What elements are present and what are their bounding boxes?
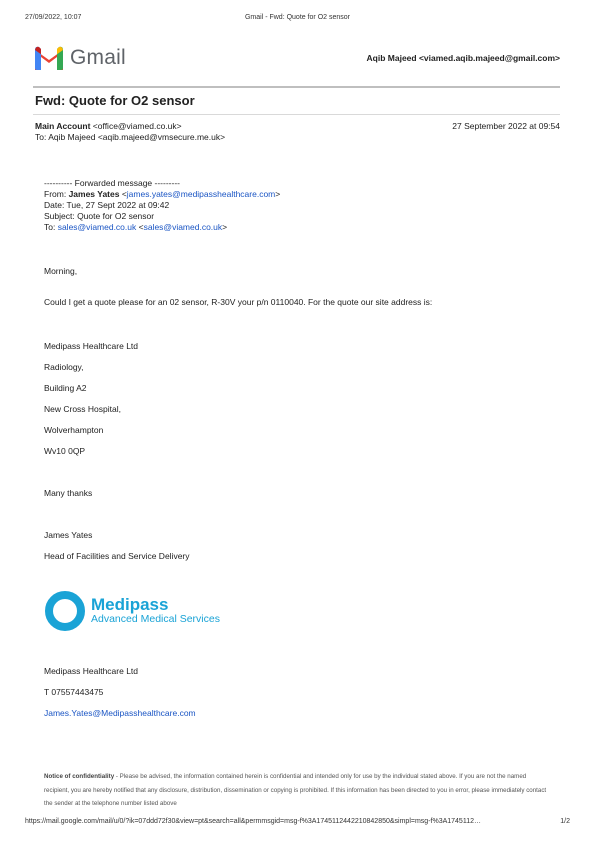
forward-date: Date: Tue, 27 Sept 2022 at 09:42 (44, 200, 170, 210)
signature-email-link[interactable]: James.Yates@Medipasshealthcare.com (44, 708, 196, 718)
sender-name: Main Account (35, 121, 91, 131)
sent-date: 27 September 2022 at 09:54 (452, 121, 560, 131)
address-line: New Cross Hospital, (44, 404, 121, 414)
closing-thanks: Many thanks (44, 488, 93, 498)
email-from (35, 121, 182, 131)
greeting: Morning, (44, 266, 78, 276)
request-text: Could I get a quote please for an 02 sensor, R-30V your p/n 0110040. For the quote our site address is: (44, 297, 433, 307)
forward-from-name: James Yates (68, 189, 120, 199)
forward-subject: Subject: Quote for O2 sensor (44, 211, 155, 221)
forward-to-close: > (222, 222, 228, 232)
forward-from-open: < (119, 189, 127, 199)
address-line: Medipass Healthcare Ltd (44, 341, 139, 351)
forward-from (44, 189, 280, 199)
header-divider (33, 86, 560, 88)
signature-title: Head of Facilities and Service Delivery (44, 551, 190, 561)
forward-to-mid: < (136, 222, 144, 232)
medipass-logo (44, 590, 220, 632)
signature-company: Medipass Healthcare Ltd (44, 666, 139, 676)
address-line: Wv10 0QP (44, 446, 86, 456)
forward-to-email-link-2[interactable]: sales@viamed.co.uk (143, 222, 223, 232)
notice-text: - Please be advised, the information contained herein is confidential and intended only for use by the individual stated above. If you are not the named recipient, you are hereby notified that any disclosure, distribution, dissemination or copying is prohibited. If this information has been directed to you in error, please immediately contact the sender at the telephone number listed above (44, 773, 547, 807)
forward-to (44, 222, 227, 232)
forward-from-close: > (275, 189, 281, 199)
address-line: Wolverhampton (44, 425, 104, 435)
medipass-ring-icon (44, 590, 86, 632)
print-title: Gmail - Fwd: Quote for O2 sensor (244, 14, 351, 21)
gmail-m-icon (33, 46, 65, 70)
gmail-wordmark: Gmail (70, 46, 126, 69)
page-number: 1/2 (560, 818, 570, 825)
account-label: Aqib Majeed <viamed.aqib.majeed@gmail.com> (366, 53, 560, 63)
email-to: To: Aqib Majeed <aqib.majeed@vmsecure.me.uk> (35, 132, 226, 142)
forward-from-email-link[interactable]: james.yates@medipasshealthcare.com (126, 189, 276, 199)
forward-from-label: From: (44, 189, 69, 199)
print-datetime: 27/09/2022, 10:07 (25, 14, 82, 21)
medipass-tagline: Advanced Medical Services (91, 613, 220, 625)
email-subject: Fwd: Quote for O2 sensor (35, 93, 195, 108)
subject-divider (33, 114, 560, 115)
forward-separator: ---------- Forwarded message --------- (44, 178, 180, 188)
print-url: https://mail.google.com/mail/u/0/?ik=07ddd72f30&view=pt&search=all&permmsgid=msg-f%3A1745112442210842850&simpl=msg-f%3A1745112… (25, 818, 481, 825)
signature-name: James Yates (44, 530, 93, 540)
forward-to-email-link[interactable]: sales@viamed.co.uk (57, 222, 137, 232)
sender-address: <office@viamed.co.uk> (92, 121, 182, 131)
gmail-logo (33, 44, 126, 72)
address-line: Building A2 (44, 383, 87, 393)
address-line: Radiology, (44, 362, 84, 372)
confidentiality-notice (44, 770, 552, 811)
forward-to-label: To: (44, 222, 58, 232)
medipass-name: Medipass (91, 595, 169, 614)
notice-label: Notice of confidentiality (44, 773, 115, 780)
signature-phone: T 07557443475 (44, 687, 104, 697)
